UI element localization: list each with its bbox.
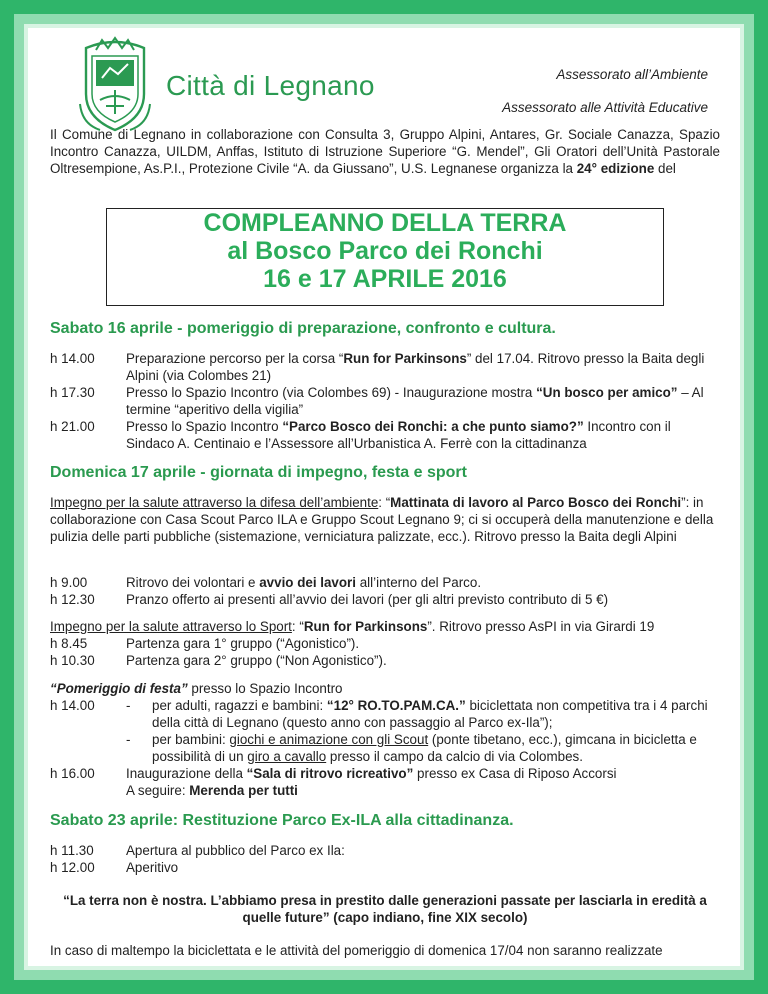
edition-number: 24° edizione	[576, 161, 655, 176]
section-heading-sabato-23: Sabato 23 aprile: Restituzione Parco Ex-ILA alla cittadinanza.	[50, 812, 514, 829]
city-name: Città di Legnano	[166, 70, 375, 101]
festa-paragraph: “Pomeriggio di festa” presso lo Spazio Incontro h 14.00 - per adulti, ragazzi e bambini: “12° RO.TO.PAM.CA.” biciclettata non competitiva tra i 4 parchi della città di Legnano (questo anno con passaggio al Parco ex-Ila”); - per bambini: giochi e animazione con gli Scout (ponte tibetano, ecc.), gimcana in bicicletta e possibilità di un giro a cavallo presso il campo da calcio di via Colombes. h 16.00 Inaugurazione della “Sala di ritrovo ricreativo” presso ex Casa di Riposo Accorsi A seguire: Merenda per tutti	[50, 681, 708, 798]
schedule-row: h 12.30 Pranzo offerto ai presenti all’avvio dei lavori (per gli altri previsto contributo di 5 €)	[50, 592, 609, 607]
assessorato-attivita-educative: Assessorato alle Attività Educative	[502, 100, 708, 115]
sabato-16-schedule	[50, 350, 720, 452]
intro-paragraph: Il Comune di Legnano in collaborazione con Consulta 3, Gruppo Alpini, Antares, Gr. Sociale Canazza, Spazio Incontro Canazza, UILDM, Anffas, Istituto di Istruzione Superiore “G. Mendel”, Gli Oratori dell’Unità Pastorale Oltresempione, As.P.I., Protezione Civile “A. da Giussano”, U.S. Legnanese organizza la 24° edizione del	[50, 127, 720, 176]
event-title-box	[106, 208, 664, 306]
weather-notice: In caso di maltempo la biciclettata e le attività del pomeriggio di domenica 17/04 non saranno realizzate	[50, 943, 663, 958]
lavori-schedule	[50, 574, 720, 608]
event-location: al Bosco Parco dei Ronchi	[227, 237, 543, 265]
schedule-row: h 9.00 Ritrovo dei volontari e avvio dei lavori all’interno del Parco.	[50, 575, 482, 590]
sport-paragraph: Impegno per la salute attraverso lo Sport: “Run for Parkinsons”. Ritrovo presso AsPI in via Girardi 19	[50, 619, 655, 634]
section-heading-sabato-16: Sabato 16 aprile - pomeriggio di preparazione, confronto e cultura.	[50, 320, 556, 337]
section-heading-domenica-17: Domenica 17 aprile - giornata di impegno, festa e sport	[50, 464, 467, 481]
schedule-row: h 11.30 Apertura al pubblico del Parco ex Ila:	[50, 843, 345, 858]
schedule-row: h 21.00 Presso lo Spazio Incontro “Parco Bosco dei Ronchi: a che punto siamo?” Incontro con il Sindaco A. Centinaio e l’Assessore all’Urbanistica A. Ferrè con la cittadinanza	[50, 419, 671, 451]
schedule-row: h 17.30 Presso lo Spazio Incontro (via Colombes 69) - Inaugurazione mostra “Un bosco per amico” – Al termine “aperitivo della vigilia”	[50, 385, 704, 417]
assessorato-ambiente: Assessorato all’Ambiente	[556, 67, 708, 82]
ambiente-paragraph: Impegno per la salute attraverso la difesa dell’ambiente: “Mattinata di lavoro al Parco Bosco dei Ronchi”: in collaborazione con Casa Scout Parco ILA e Gruppo Scout Legnano 9; ci si occuperà della manutenzione e della pulizia delle parti pubbliche (sistemazione, verniciatura palizzate, ecc.). Ritrovo presso la Baita degli Alpini	[50, 495, 714, 544]
schedule-row: h 12.00 Aperitivo	[50, 860, 179, 875]
sabato-23-schedule	[50, 842, 720, 876]
schedule-row: h 8.45 Partenza gara 1° gruppo (“Agonistico”).	[50, 636, 360, 651]
event-title: COMPLEANNO DELLA TERRA	[203, 209, 567, 237]
schedule-row: h 14.00 Preparazione percorso per la corsa “Run for Parkinsons” del 17.04. Ritrovo presso la Baita degli Alpini (via Colombes 21)	[50, 351, 705, 383]
city-crest-logo	[70, 34, 160, 134]
event-dates: 16 e 17 APRILE 2016	[263, 265, 507, 293]
schedule-row: h 10.30 Partenza gara 2° gruppo (“Non Agonistico”).	[50, 653, 387, 668]
closing-quote: “La terra non è nostra. L’abbiamo presa in prestito dalle generazioni passate per lasciarla in eredità a quelle future” (capo indiano, fine XIX secolo)	[63, 893, 707, 925]
gare-schedule	[50, 635, 720, 669]
